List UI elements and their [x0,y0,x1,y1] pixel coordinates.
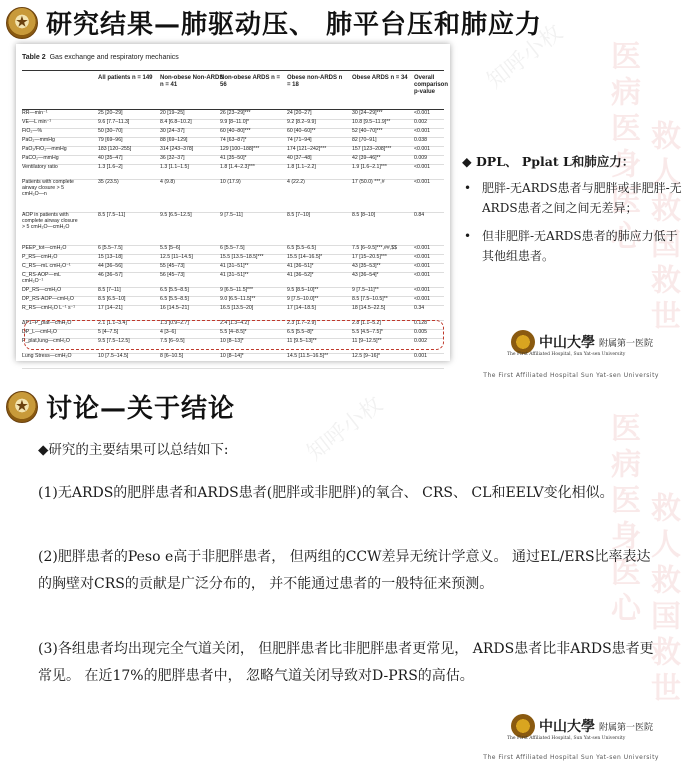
table-cell: <0.001 [414,110,431,116]
table-cell: <0.001 [414,287,431,293]
table-row [22,272,444,288]
table-cell: C_RS-AOP—mL cmH₂O⁻¹ [22,272,61,284]
lead-text: ◆研究的主要结果可以总结如下: [38,442,229,458]
watermark-red-left: 医病医身医心 [605,40,640,256]
table-cell: 8.4 [6.8–10.2] [160,119,192,125]
hospital-name: 中山大學 [538,335,595,351]
table-cell: 56 [45–73] [160,272,185,278]
table-cell: FiO₂—% [22,128,43,134]
table-cell: 50 [30–70] [98,128,123,134]
table-cell: 14.5 [11.5–16.5]** [287,353,329,359]
table-cell: ΔP1−P_plat—cmH₂O [22,320,72,326]
table-cell: Ventilatory ratio [22,164,58,170]
table-header-cell: Obese non-ARDS n = 18 [287,75,343,88]
table-cell: 2.4 [1.3–4.2] [220,320,249,326]
table-cell: 183 [120–255] [98,146,132,152]
table-cell: DP_RS—cmH₂O [22,287,62,293]
table-cell: 9 [7.5–11] [220,212,243,218]
highlight-dashed-box [24,320,444,350]
table-cell: 6 [5.5–7.5] [220,245,245,251]
watermark-red-right: 救人救国救世 [645,492,680,708]
table-cell: 30 [24–29]*** [352,110,383,116]
table-cell: 4 (22.2) [287,179,305,185]
table-cell: 8.5 [7.5–10.5]** [352,296,388,302]
table-header-cell: Non-obese Non-ARDS n = 41 [160,75,224,88]
watermark-red-left: 医病医身医心 [605,412,640,628]
table-cell: 41 [31–51]** [220,272,249,278]
hospital-footer [506,714,653,741]
watermark-red-right: 救人救国救世 [645,120,680,336]
table-cell: 8.5 [8–10] [352,212,376,218]
table-cell: 10 [8–14]* [220,353,244,359]
table-cell: 6.5 [5.5–8.5] [160,287,189,293]
findings-item: • 但非肥胖-无ARDS患者的肺应力低于其他组患者。 [462,226,682,266]
table-cell: 74 [63–87]* [220,137,247,143]
table-cell: 41 [31–51]** [220,263,249,269]
findings-panel [462,152,682,274]
footer-line: The First Affiliated Hospital Sun Yat-sen University [483,754,659,761]
table-cell: 7.5 [6–9.5]***,##,$$ [352,245,397,251]
hospital-footer [506,330,653,357]
table-cell: 8.5 [7.5–11] [98,212,126,218]
table-cell: 6 [5.5–7.5] [98,245,123,251]
table-cell: 0.038 [414,137,427,143]
table-cell: 0.128 [414,320,427,326]
table-cell: P_RS—cmH₂O [22,254,58,260]
table-cell: 9.6 [7.7–11.3] [98,119,130,125]
table-cell: 15.5 [14–16.5]* [287,254,323,260]
table-cell: 17 [14–18.5] [287,305,316,311]
table-row [22,353,444,369]
findings-item: • 肥胖-无ARDS患者与肥胖或非肥胖-无ARDS患者之间之间无差异； [462,178,682,218]
table-cell: <0.001 [414,254,431,260]
table-cell: 35 (23.5) [98,179,119,185]
table-cell: 9.0 [6.5–11.5]** [220,296,256,302]
table-cell: 74 [71–94] [287,137,312,143]
table-cell: 2.1 [1.1–3.4] [98,320,127,326]
table-row [22,305,444,321]
table-cell: 10 [8–13]* [220,338,244,344]
table-cell: 4 [3–6] [160,329,176,335]
table-cell: 43 [35–53]** [352,263,381,269]
table-cell: 12.5 [9–16]* [352,353,380,359]
university-seal-icon: ★ [6,391,38,423]
table-cell: 7.5 [6–9.5] [160,338,185,344]
hospital-en: The First Affiliated Hospital, Sun Yat-sen University [506,736,626,741]
table-cell: 5.5 [4–8.5]* [220,329,247,335]
hospital-sub: 附属第一医院 [598,722,653,733]
table-cell: 60 [40–80]*** [220,128,251,134]
table-cell: C_RS—mL cmH₂O⁻¹ [22,263,71,269]
table-cell: PaO₂/FiO₂—mmHg [22,146,67,152]
table-cell: 44 [36–56] [98,263,123,269]
table-cell: 1.3 [1.6–2] [98,164,123,170]
table-cell: 0.005 [414,329,427,335]
table-cell: 1.8 [1.1–2.2] [287,164,316,170]
table-cell: 2.3 [1.7–2.9] [287,320,316,326]
table-cell: <0.001 [414,272,431,278]
table-header-cell: Non-obese ARDS n = 56 [220,75,280,88]
table-cell: 10 [7.5–14.5] [98,353,129,359]
table-cell: 11 [9.5–13]** [287,338,317,344]
table-cell: 11 [9–12.5]** [352,338,382,344]
footer-line: The First Affiliated Hospital Sun Yat-sen University [483,372,659,379]
slide-title: 讨论—关于结论 [46,394,236,424]
table-cell: DP_L—cmH₂O [22,329,57,335]
table-cell: 9.5 [8.5–10]** [287,287,319,293]
table-cell: 2.8 [1.1–5.2] [352,320,381,326]
table-cell: 79 [69–96] [98,137,123,143]
table-cell: 60 [40–60]** [287,128,316,134]
table-header-cell: Overall comparison p-value [414,75,449,95]
table-cell: 8.5 [7–11] [98,287,121,293]
table-cell: 9 [7.5–10.0]** [287,296,319,302]
table-cell: 5 [4–7.5] [98,329,119,335]
table-cell: 0.84 [414,212,425,218]
hospital-en: The First Affiliated Hospital, Sun Yat-sen University [506,352,626,357]
table-cell: 82 [70–91] [352,137,377,143]
table-cell: 1.3 [0.9–2.7] [160,320,189,326]
table-cell: 24 [20–27] [287,110,312,116]
table-row [22,164,444,180]
table-cell: 1.8 [1.4–2.3]*** [220,164,255,170]
watermark-grey: 知呼小枚 [302,392,388,467]
table-cell: 0.001 [414,353,427,359]
table-cell: 52 [40–70]*** [352,128,383,134]
table-cell: R_RS—cmH₂O L⁻¹ s⁻¹ [22,305,76,311]
table-cell: 8 [6–10.5] [160,353,184,359]
title-row [6,388,235,425]
table-cell: 157 [123–208]*** [352,146,392,152]
table-cell: 9.2 [8.2–9.9] [287,119,316,125]
table-cell: 55 [45–73] [160,263,185,269]
table-caption [22,54,179,61]
title-row [6,4,542,41]
table-cell: VE—L min⁻¹ [22,119,52,125]
table-cell: <0.001 [414,146,431,152]
slide-discussion [0,382,689,764]
table-cell: 41 [36–51]* [287,263,314,269]
table-cell: Patients with complete airway closure > 5 cmH₂O—n [22,179,74,197]
table-cell: <0.001 [414,179,431,185]
table-cell: <0.001 [414,263,431,269]
table-row [22,212,444,246]
findings-heading: ◆ DPL、 Pplat L和肺应力： [462,154,635,169]
table-cell: 12.5 [11–14.5] [160,254,193,260]
table-cell: 0.002 [414,119,427,125]
table-cell: 25 [20–29] [98,110,123,116]
table-cell: 10 (17.9) [220,179,241,185]
table-cell: 17 [14–21] [98,305,123,311]
table-cell: 46 [36–57] [98,272,123,278]
table-cell: 174 [121–242]*** [287,146,327,152]
table-cell: PEEP_tot—cmH₂O [22,245,67,251]
table-cell: 9 [6.5–11.5]*** [220,287,254,293]
table-cell: 36 [32–37] [160,155,185,161]
table-caption-text: Gas exchange and respiratory mechanics [49,54,179,61]
table-cell: 6.5 [5.5–6.5] [287,245,316,251]
table-cell: 18 [14.5–22.5] [352,305,386,311]
hospital-seal-icon [511,714,535,738]
table-cell: 41 [35–50]* [220,155,247,161]
table-caption-label: Table 2 [22,54,46,61]
university-seal-icon: ★ [6,7,38,39]
table-cell: RR—min⁻¹ [22,110,48,116]
table-cell: 26 [23–29]*** [220,110,251,116]
table-cell: 9.5 [7.5–12.5] [98,338,130,344]
table-cell: 8.5 [6.5–10] [98,296,126,302]
table-cell: 0.009 [414,155,427,161]
table-cell: <0.001 [414,164,431,170]
table-cell: 1.9 [1.6–2.1]*** [352,164,387,170]
table-cell: PaO₂—mmHg [22,137,55,143]
table-cell: 16.5 [13.5–20] [220,305,254,311]
table-cell: 0.002 [414,338,427,344]
table-cell: 15.5 [13.5–18.5]*** [220,254,264,260]
table-cell: 5.5 [5–6] [160,245,181,251]
table-cell: 4 (9.8) [160,179,175,185]
table-cell: 17 [15–20.5]*** [352,254,387,260]
slide-title: 研究结果—肺驱动压、 肺平台压和肺应力 [46,10,543,40]
table-cell: 40 [37–48] [287,155,312,161]
table-cell: 17 (50.0) ***,# [352,179,385,185]
table-cell: 314 [243–378] [160,146,194,152]
table-cell: 20 [19–25] [160,110,185,116]
table-cell: <0.001 [414,128,431,134]
table-cell: 16 [14.5–21] [160,305,189,311]
table-cell: PaCO₂—mmHg [22,155,59,161]
table-cell: 129 [100–188]*** [220,146,260,152]
table-cell: 9 [7.5–11]** [352,287,379,293]
table-cell: 10.8 [9.5–11.9]** [352,119,391,125]
conclusion-paragraph-1: (1)无ARDS的肥胖患者和ARDS患者(肥胖或非肥胖)的氧合、 CRS、 CL和EELV变化相似。 [38,485,614,501]
table-header-cell: All patients n = 149 [98,75,153,81]
table-cell: DP_RS-AOP—cmH₂O [22,296,74,302]
table-cell: <0.001 [414,245,431,251]
table-cell: Lung Stress—cmH₂O [22,353,72,359]
conclusion-paragraph-3: (3)各组患者均出现完全气道关闭， 但肥胖患者比非肥胖患者更常见， ARDS患者比非ARDS患者更常见。 在近17%的肥胖患者中， 忽略气道关闭导致对D-PRS的高估。 [38,641,654,684]
table-cell: 9.5 [6.5–12.5] [160,212,192,218]
hospital-name: 中山大學 [538,719,595,735]
table-row [22,179,444,213]
table-cell: 6.5 [5.5–8.5] [160,296,189,302]
conclusion-paragraph-2: (2)肥胖患者的Peso e高于非肥胖患者， 但两组的CCW差异无统计学意义。 通过EL/ERS比率表达的胸壁对CRS的贡献是广泛分布的， 并不能通过患者的一般特征来预测。 [38,549,651,592]
hospital-sub: 附属第一医院 [598,338,653,349]
table-cell: <0.001 [414,296,431,302]
table-cell: 30 [24–37] [160,128,185,134]
table-cell: 41 [36–52]* [287,272,314,278]
table-cell: 88 [69–129] [160,137,188,143]
hospital-seal-icon [511,330,535,354]
table-cell: 1.3 [1.1–1.5] [160,164,189,170]
table-cell: 5.5 [4.5–7.5]* [352,329,383,335]
watermark-grey: 知呼小枚 [482,20,568,95]
table-header-cell: Obese ARDS n = 34 [352,75,408,81]
table-cell: 40 [35–47] [98,155,123,161]
table-cell: 9.9 [8–11.0]* [220,119,250,125]
table-cell: 0.34 [414,305,425,311]
table-header [22,70,449,110]
table-cell: 6.5 [5.5–8]* [287,329,314,335]
table-cell: 43 [36–54]* [352,272,379,278]
results-table [16,44,450,361]
table-cell: AOP in patients with complete airway closure > 5 cmH₂O—cmH₂O [22,212,78,230]
table-cell: 15 [13–18] [98,254,123,260]
table-cell: P_plat,lung—cmH₂O [22,338,70,344]
table-cell: 8.5 [7–10] [287,212,311,218]
table-cell: 42 [39–46]** [352,155,381,161]
